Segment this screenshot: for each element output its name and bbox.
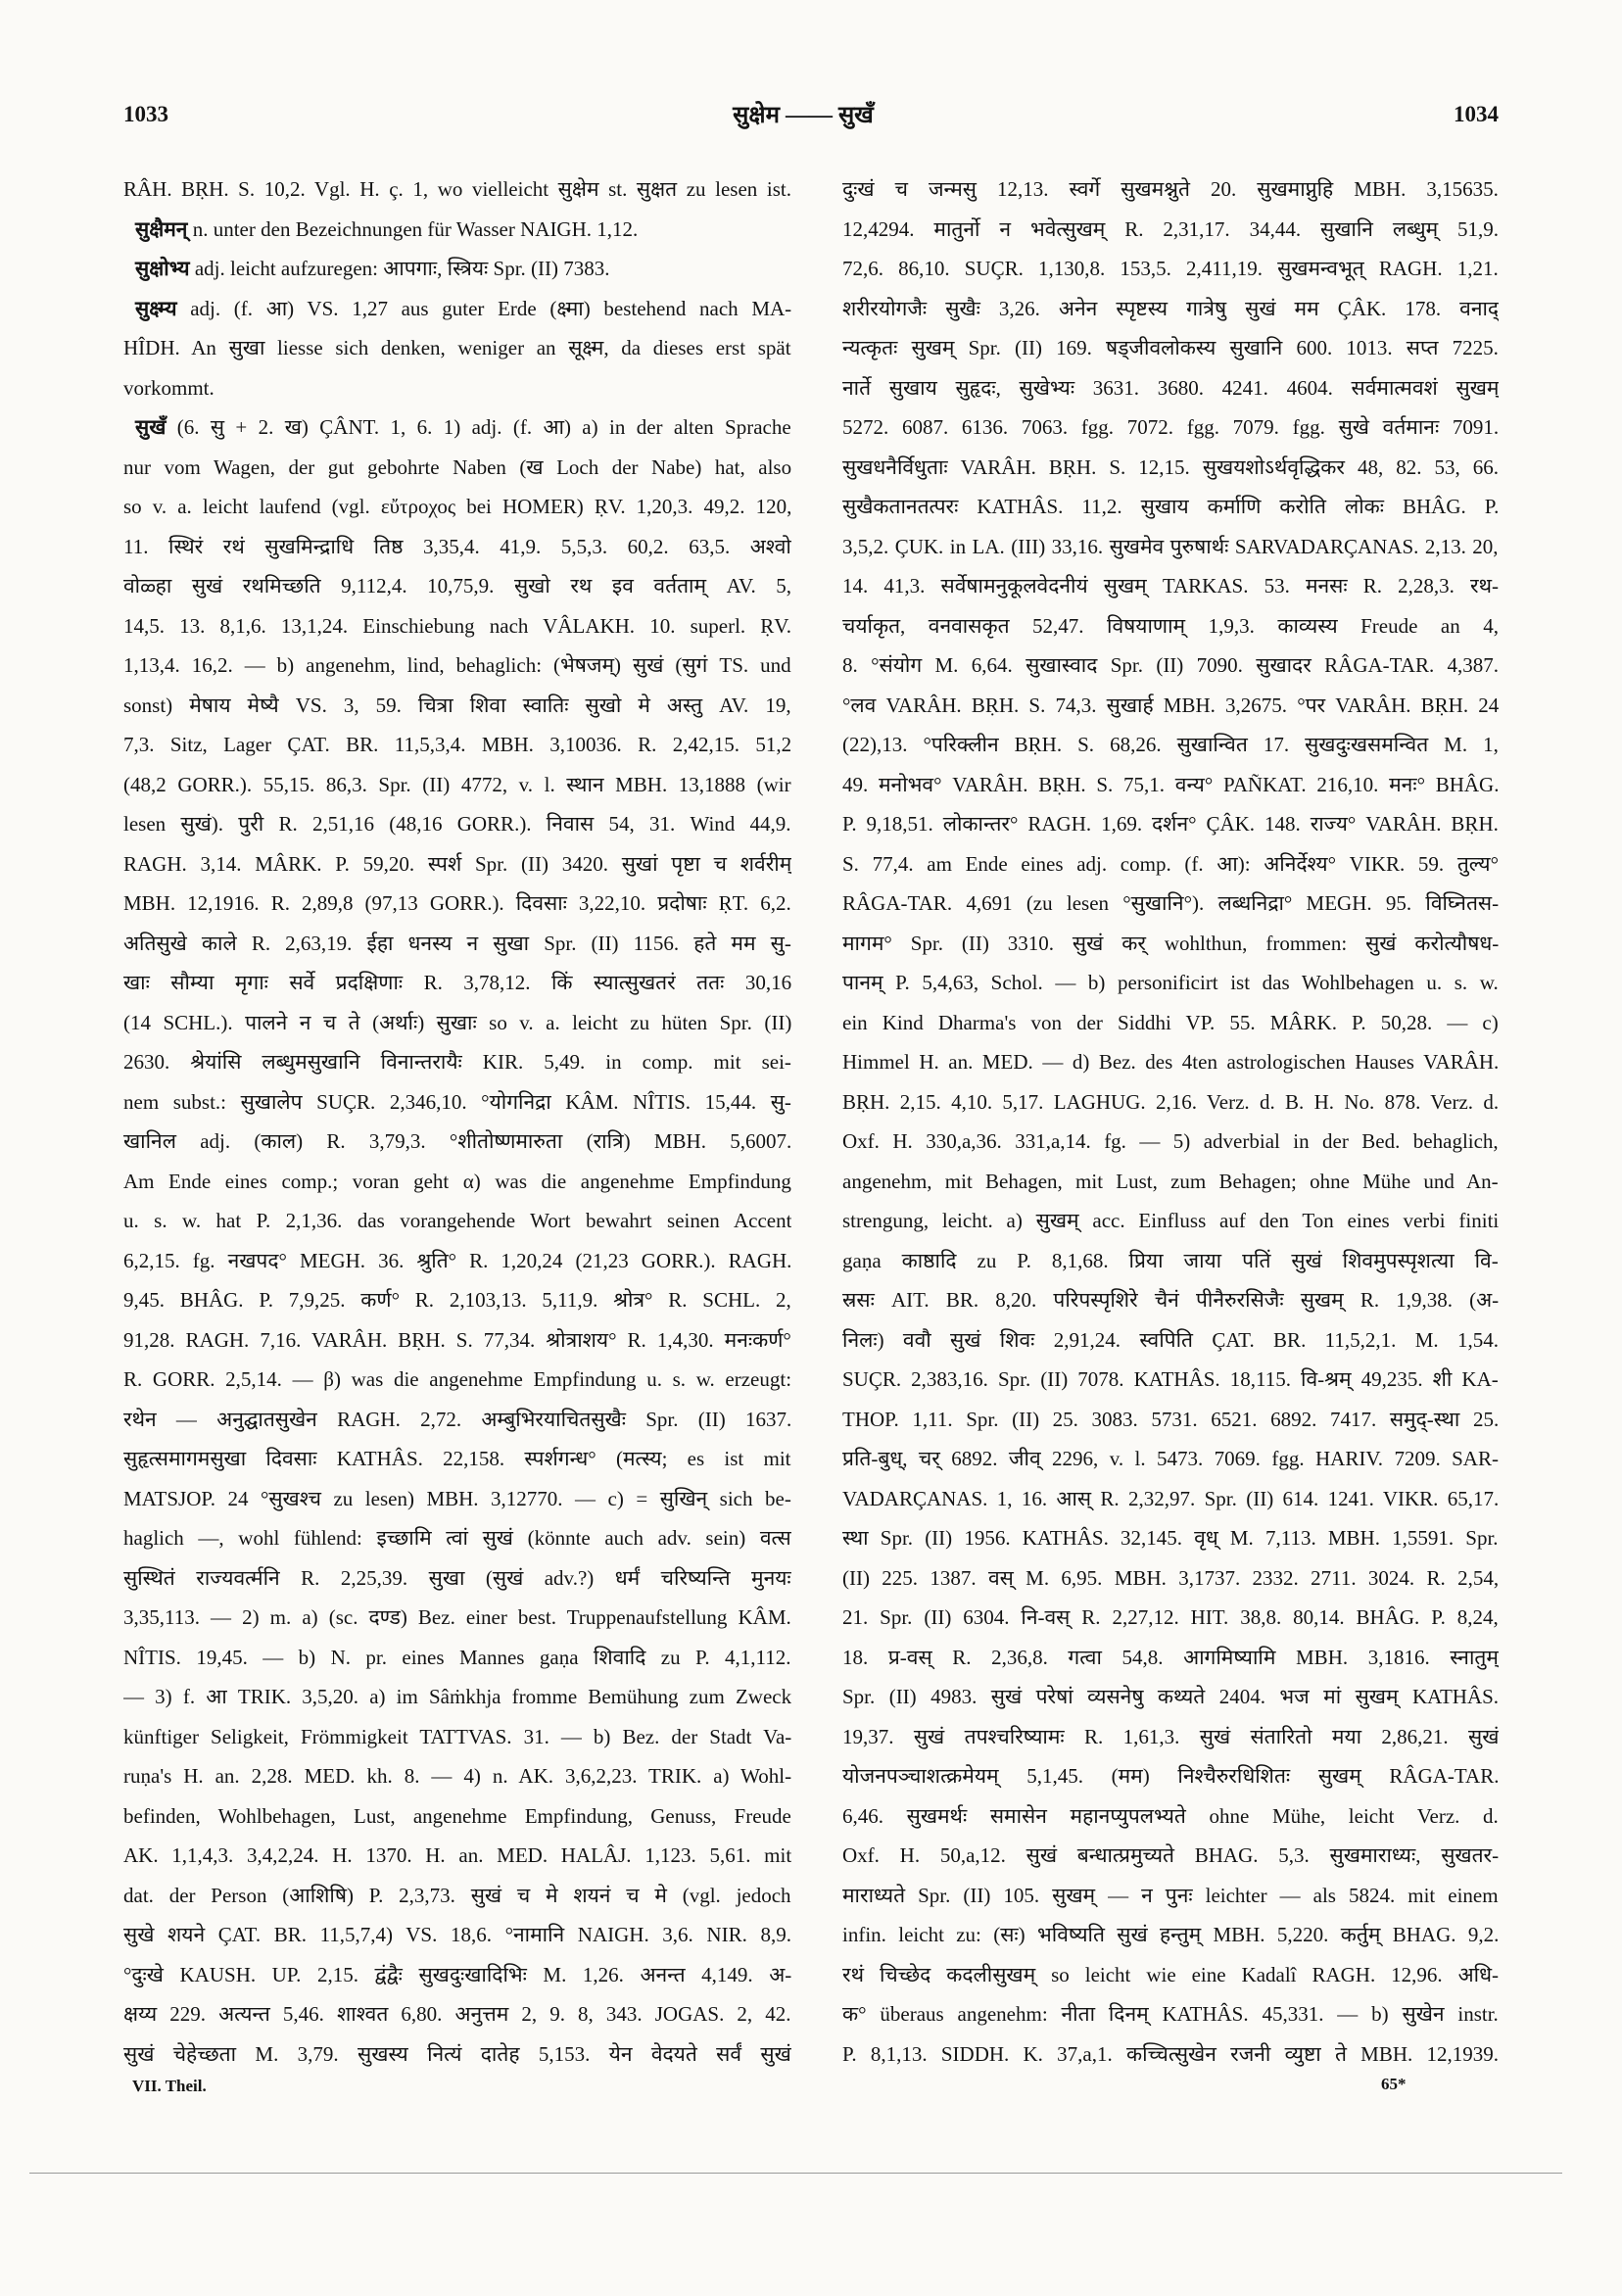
right-column-line: 6,46. सुखमर्थः समासेन महानप्युपलभ्यते ohne Mühe, leicht Verz. d.	[842, 1803, 1499, 1828]
left-column-line: NÎTIS. 19,45. — b) N. pr. eines Mannes gaṇa शिवादि zu P. 4,1,112.	[123, 1645, 791, 1669]
headword: सुक्षैमन्	[135, 216, 188, 241]
left-column-line: 7,3. Sitz, Lager ÇAT. BR. 11,5,3,4. MBH. 3,10036. R. 2,42,15. 51,2	[123, 733, 791, 756]
right-column-line: Oxf. H. 50,a,12. सुखं बन्धात्प्रमुच्यते BHAG. 5,3. सुखमाराध्यः, सुखतर-	[842, 1843, 1499, 1867]
right-column-line: 49. मनोभव° VARÂH. BṚH. S. 75,1. वन्य° PAÑKAT. 216,10. मनः° BHÂG.	[842, 772, 1499, 796]
right-column-line: निलः) ववौ सुखं शिवः 2,91,24. स्वपिति ÇAT. BR. 11,5,2,1. M. 1,54.	[842, 1327, 1499, 1352]
left-column-line: HÎDH. An सुखा liesse sich denken, weniger an सूक्ष्म, da dieses erst spät	[123, 336, 791, 359]
left-column-line: nem subst.: सुखालेप SUÇR. 2,346,10. °योगनिद्रा KÂM. NÎTIS. 15,44. सु-	[123, 1089, 791, 1114]
right-column-line: RÂGA-TAR. 4,691 (zu lesen °सुखानि°). लब्धनिद्रा° MEGH. 95. विघ्नितस-	[842, 891, 1499, 915]
entry-text: adj. leicht aufzuregen: आपगाः, स्त्रियः Spr. (II) 7383.	[189, 257, 610, 280]
right-column-line: SUÇR. 2,383,16. Spr. (II) 7078. KATHÂS. 18,115. वि-श्रम् 49,235. शी KA-	[842, 1367, 1499, 1391]
left-column-line: ruṇa's H. an. 2,28. MED. kh. 8. — 4) n. AK. 3,6,2,23. TRIK. a) Wohl-	[123, 1764, 791, 1788]
left-column-line: 6,2,15. fg. नखपद° MEGH. 36. श्रुति° R. 1,20,24 (21,23 GORR.). RAGH.	[123, 1248, 791, 1272]
right-column-line: नार्ते सुखाय सुहृदः, सुखेभ्यः 3631. 3680. 4241. 4604. सर्वमात्मवशं सुखम्	[842, 375, 1499, 400]
left-column-line: MATSJOP. 24 °सुखश्च zu lesen) MBH. 3,12770. — c) = सुखिन् sich be-	[123, 1486, 791, 1510]
right-column-line: रथं चिच्छेद कदलीसुखम् so leicht wie eine Kadalî RAGH. 12,96. अधि-	[842, 1962, 1499, 1986]
headword: सुक्षोभ्य	[135, 257, 190, 280]
left-column-line: 1,13,4. 16,2. — b) angenehm, lind, behaglich: (भेषजम्) सुखं (सुगं TS. und	[123, 653, 791, 677]
right-column-line: THOP. 1,11. Spr. (II) 25. 3083. 5731. 6521. 6892. 7417. समुद्-स्था 25.	[842, 1407, 1499, 1431]
left-column-line: nur vom Wagen, der gut gebohrte Naben (ख Loch der Nabe) hat, also	[123, 454, 791, 479]
right-column-line: P. 9,18,51. लोकान्तर° RAGH. 1,69. दर्शन° ÇÂK. 148. राज्य° VARÂH. BṚH.	[842, 812, 1499, 836]
right-column-line: (22),13. °परिक्लीन BṚH. S. 68,26. सुखान्वित 17. सुखदुःखसमन्वित M. 1,	[842, 733, 1499, 756]
entry-text: adj. (f. आ) VS. 1,27 aus guter Erde (क्ष्मा) bestehend nach MA-	[176, 296, 791, 320]
right-column-line: strengung, leicht. a) सुखम् acc. Einfluss auf den Ton eines verbi finiti	[842, 1209, 1499, 1232]
right-column-line: VADARÇANAS. 1, 16. आस् R. 2,32,97. Spr. (II) 614. 1241. VIKR. 65,17.	[842, 1486, 1499, 1510]
left-column-line: MBH. 12,1916. R. 2,89,8 (97,13 GORR.). दिवसाः 3,22,10. प्रदोषाः ṚT. 6,2.	[123, 891, 791, 915]
signature-mark: 65*	[1381, 2075, 1407, 2093]
headword: सुखँ	[135, 415, 167, 439]
right-column-line: (II) 225. 1387. वस् M. 6,95. MBH. 3,1737. 2332. 2711. 3024. R. 2,54,	[842, 1565, 1499, 1590]
left-column	[123, 169, 791, 2080]
left-column-line: — 3) f. आ TRIK. 3,5,20. a) im Sâṁkhja fromme Bemühung zum Zweck	[123, 1685, 791, 1708]
right-column-line: दुःखं च जन्मसु 12,13. स्वर्गे सुखमश्नुते 20. सुखमाप्नुहि MBH. 3,15635.	[842, 177, 1499, 201]
right-column-line: प्रति-बुध्, चर् 6892. जीव् 2296, v. l. 5473. 7069. fgg. HARIV. 7209. SAR-	[842, 1447, 1499, 1470]
right-column-line: Oxf. H. 330,a,36. 331,a,14. fg. — 5) adverbial in der Bed. behaglich,	[842, 1129, 1499, 1153]
right-column-line: 21. Spr. (II) 6304. नि-वस् R. 2,27,12. HIT. 38,8. 80,14. BHÂG. P. 8,24,	[842, 1605, 1499, 1629]
left-column-line: सुस्थितं राज्यवर्त्मनि R. 2,25,39. सुखा (सुखं adv.?) धर्मं चरिष्यन्ति मुनयः	[123, 1565, 791, 1590]
guide-words: सुक्षेम —— सुखँ	[733, 103, 874, 128]
left-column-line: künftiger Seligkeit, Frömmigkeit TATTVAS. 31. — b) Bez. der Stadt Va-	[123, 1724, 791, 1748]
right-column-line: infin. leicht zu: (सः) भविष्यति सुखं हन्तुम् MBH. 5,220. कर्तुम् BHAG. 9,2.	[842, 1923, 1499, 1946]
headword: सुक्ष्म्य	[135, 296, 177, 320]
right-column-line: सुखधनैर्विधुताः VARÂH. BṚH. S. 12,15. सुखयशोऽर्थवृद्धिकर 48, 82. 53, 66.	[842, 454, 1499, 479]
left-column-line	[123, 289, 791, 329]
left-column-line: befinden, Wohlbehagen, Lust, angenehme Empfindung, Genuss, Freude	[123, 1803, 791, 1828]
right-column-line: माराध्यते Spr. (II) 105. सुखम् — न पुनः leichter — als 5824. mit einem	[842, 1883, 1499, 1907]
left-column-line: खाः सौम्या मृगाः सर्वे प्रदक्षिणाः R. 3,78,12. किं स्यात्सुखतरं ततः 30,16	[123, 971, 791, 994]
left-column-line: (14 SCHL.). पालने न च ते (अर्थाः) सुखाः so v. a. leicht zu hüten Spr. (II)	[123, 1010, 791, 1034]
left-column-line: सुखं चेहेच्छता M. 3,79. सुखस्य नित्यं दातेह 5,153. येन वेदयते सर्वं सुखं	[123, 2041, 791, 2066]
right-column-line: योजनपञ्चाशत्क्रमेयम् 5,1,45. (मम) निश्चैरुरधिशितः सुखम् RÂGA-TAR.	[842, 1764, 1499, 1788]
left-column-line: AK. 1,1,4,3. 3,4,2,24. H. 1370. H. an. MED. HALÂJ. 1,123. 5,61. mit	[123, 1843, 791, 1867]
left-column-line: 14,5. 13. 8,1,6. 13,1,24. Einschiebung nach VÂLAKH. 10. superl. ṚV.	[123, 613, 791, 638]
right-column-line: स्था Spr. (II) 1956. KATHÂS. 32,145. वृध् M. 7,113. MBH. 1,5591. Spr.	[842, 1526, 1499, 1550]
left-column-line: 11. स्थिरं रथं सुखमिन्द्राधि तिष्ठ 3,35,4. 41,9. 5,5,3. 60,2. 63,5. अश्वो	[123, 534, 791, 558]
right-column-line: S. 77,4. am Ende eines adj. comp. (f. आ): अनिर्देश्य° VIKR. 59. तुल्य°	[842, 851, 1499, 876]
right-column-line: 72,6. 86,10. SUÇR. 1,130,8. 153,5. 2,411,19. सुखमन्वभूत् RAGH. 1,21.	[842, 257, 1499, 280]
right-column-line: पानम् P. 5,4,63, Schol. — b) personificirt ist das Wohlbehagen u. s. w.	[842, 971, 1499, 994]
left-column-line: सुहृत्समागमसुखा दिवसाः KATHÂS. 22,158. स्पर्शगन्ध° (मत्स्य; es ist mit	[123, 1447, 791, 1470]
left-column-line: R. GORR. 2,5,14. — β) was die angenehme Empfindung u. s. w. erzeugt:	[123, 1367, 791, 1391]
right-column-line: सुखैकतानतत्परः KATHÂS. 11,2. सुखाय कर्माणि करोति लोकः BHÂG. P.	[842, 495, 1499, 518]
left-column-line: dat. der Person (आशिषि) P. 2,3,73. सुखं च मे शयनं च मे (vgl. jedoch	[123, 1883, 791, 1907]
left-column-line: RAGH. 3,14. MÂRK. P. 59,20. स्पर्श Spr. (II) 3420. सुखां पृष्टा च शर्वरीम्	[123, 851, 791, 876]
right-page-number: 1034	[1454, 102, 1499, 126]
left-column-line: वोळ्हा सुखं रथमिच्छति 9,112,4. 10,75,9. सुखो रथ इव वर्तताम् AV. 5,	[123, 574, 791, 598]
right-column-line: gaṇa काष्ठादि zu P. 8,1,68. प्रिया जाया पतिं सुखं शिवमुपस्पृशत्या वि-	[842, 1248, 1499, 1272]
left-column-line: 91,28. RAGH. 7,16. VARÂH. BṚH. S. 77,34. श्रोत्राशय° R. 1,4,30. मनःकर्ण°	[123, 1327, 791, 1352]
left-column-line	[123, 210, 638, 250]
right-column-line: 3,5,2. ÇUK. in LA. (III) 33,16. सुखमेव पुरुषार्थः SARVADARÇANAS. 2,13. 20,	[842, 534, 1499, 558]
right-column	[842, 169, 1499, 2080]
left-column-line: lesen सुखं). पुरी R. 2,51,16 (48,16 GORR.). निवास 54, 31. Wind 44,9.	[123, 812, 791, 836]
left-column-line: खानिल adj. (काल) R. 3,79,3. °शीतोष्णमारुता (रात्रि) MBH. 5,6007.	[123, 1129, 791, 1153]
left-column-line: Am Ende eines comp.; voran geht α) was die angenehme Empfindung	[123, 1169, 791, 1193]
left-column-line: रथेन — अनुद्घातसुखेन RAGH. 2,72. अम्बुभिरयाचितसुखैः Spr. (II) 1637.	[123, 1407, 791, 1431]
volume-note: VII. Theil.	[132, 2077, 207, 2095]
right-column-line: ein Kind Dharma's von der Siddhi VP. 55. MÂRK. P. 50,28. — c)	[842, 1010, 1499, 1034]
scan-edge-line	[29, 2173, 1562, 2174]
right-column-line: 5272. 6087. 6136. 7063. fgg. 7072. fgg. 7079. fgg. सुखे वर्तमानः 7091.	[842, 415, 1499, 439]
left-column-line: vorkommt.	[123, 375, 215, 400]
left-column-line: 9,45. BHÂG. P. 7,9,25. कर्ण° R. 2,103,13. 5,11,9. श्रोत्र° R. SCHL. 2,	[123, 1288, 791, 1312]
left-column-line: 2630. श्रेयांसि लब्धुमसुखानि विनान्तरायैः KIR. 5,49. in comp. mit sei-	[123, 1050, 791, 1074]
right-column-line: शरीरयोगजैः सुखैः 3,26. अनेन स्पृष्टस्य गात्रेषु सुखं मम ÇÂK. 178. वनाद्	[842, 296, 1499, 320]
left-column-line: so v. a. leicht laufend (vgl. εὔτροχος bei HOMER) ṚV. 1,20,3. 49,2. 120,	[123, 495, 791, 518]
left-column-line: सुखे शयने ÇAT. BR. 11,5,7,4) VS. 18,6. °नामानि NAIGH. 3,6. NIR. 8,9.	[123, 1923, 791, 1946]
right-column-line: °लव VARÂH. BṚH. S. 74,3. सुखार्ह MBH. 3,2675. °पर VARÂH. BṚH. 24	[842, 693, 1499, 717]
left-column-line: अतिसुखे काले R. 2,63,19. ईहा धनस्य न सुखा Spr. (II) 1156. हते मम सु-	[123, 931, 791, 955]
entry-text: n. unter den Bezeichnungen für Wasser NAIGH. 1,12.	[187, 216, 639, 241]
right-column-line: चर्याकृत, वनवासकृत 52,47. विषयाणाम् 1,9,3. काव्यस्य Freude an 4,	[842, 613, 1499, 638]
left-column-line	[123, 249, 610, 289]
right-column-line: 19,37. सुखं तपश्चरिष्यामः R. 1,61,3. सुखं संतारितो मया 2,86,21. सुखं	[842, 1724, 1499, 1748]
left-column-line: 3,35,113. — 2) m. a) (sc. दण्ड) Bez. einer best. Truppenaufstellung KÂM.	[123, 1605, 791, 1629]
right-column-line: P. 8,1,13. SIDDH. K. 37,a,1. कच्चित्सुखेन रजनी व्युष्टा ते MBH. 12,1939.	[842, 2041, 1499, 2066]
right-column-line: मागम° Spr. (II) 3310. सुखं कर् wohlthun, frommen: सुखं करोत्यौषध-	[842, 931, 1499, 955]
entry-text: (6. सु + 2. ख) ÇÂNT. 1, 6. 1) adj. (f. आ) a) in der alten Sprache	[166, 415, 791, 439]
right-column-line: BṚH. 2,15. 4,10. 5,17. LAGHUG. 2,16. Verz. d. B. H. No. 878. Verz. d.	[842, 1089, 1499, 1114]
right-column-line: स्रसः AIT. BR. 8,20. परिपस्पृशिरे चैनं पीनैरुरसिजैः सुखम् R. 1,9,38. (अ-	[842, 1288, 1499, 1312]
right-column-line: 8. °संयोग M. 6,64. सुखास्वाद Spr. (II) 7090. सुखादर RÂGA-TAR. 4,387.	[842, 653, 1499, 677]
left-page-number: 1033	[123, 102, 168, 126]
left-column-line: sonst) मेषाय मेष्यै VS. 3, 59. चित्रा शिवा स्वातिः सुखो मे अस्तु AV. 19,	[123, 693, 791, 717]
right-column-line: क° überaus angenehm: नीता दिनम् KATHÂS. 45,331. — b) सुखेन instr.	[842, 2002, 1499, 2026]
left-column-line: क्षय्य 229. अत्यन्त 5,46. शाश्वत 6,80. अनुत्तम 2, 9. 8, 343. JOGAS. 2, 42.	[123, 2002, 791, 2026]
right-column-line: न्यत्कृतः सुखम् Spr. (II) 169. षड्जीवलोकस्य सुखानि 600. 1013. सप्त 7225.	[842, 336, 1499, 359]
left-column-line: u. s. w. hat P. 2,1,36. das vorangehende Wort bewahrt seinen Accent	[123, 1209, 791, 1232]
left-column-line	[123, 407, 791, 448]
right-column-line: angenehm, mit Behagen, mit Lust, zum Behagen; ohne Mühe und An-	[842, 1169, 1499, 1193]
left-column-line: (48,2 GORR.). 55,15. 86,3. Spr. (II) 4772, v. l. स्थान MBH. 13,1888 (wir	[123, 772, 791, 796]
right-column-line: 12,4294. मातुर्नो न भवेत्सुखम् R. 2,31,17. 34,44. सुखानि लब्धुम् 51,9.	[842, 216, 1499, 241]
left-column-line: RÂH. BṚH. S. 10,2. Vgl. H. ç. 1, wo vielleicht सुक्षेम st. सुक्षत zu lesen ist.	[123, 177, 791, 201]
left-column-line: °दुःखे KAUSH. UP. 2,15. द्वंद्वैः सुखदुःखादिभिः M. 1,26. अनन्त 4,149. अ-	[123, 1962, 791, 1986]
right-column-line: 14. 41,3. सर्वेषामनुकूलवेदनीयं सुखम् TARKAS. 53. मनसः R. 2,28,3. रथ-	[842, 574, 1499, 598]
right-column-line: Himmel H. an. MED. — d) Bez. des 4ten astrologischen Hauses VARÂH.	[842, 1050, 1499, 1074]
left-column-line: haglich —, wohl fühlend: इच्छामि त्वां सुखं (könnte auch adv. sein) वत्स	[123, 1526, 791, 1550]
right-column-line: 18. प्र-वस् R. 2,36,8. गत्वा 54,8. आगमिष्यामि MBH. 3,1816. स्नातुम्	[842, 1645, 1499, 1669]
right-column-line: Spr. (II) 4983. सुखं परेषां व्यसनेषु कथ्यते 2404. भज मां सुखम् KATHÂS.	[842, 1685, 1499, 1708]
